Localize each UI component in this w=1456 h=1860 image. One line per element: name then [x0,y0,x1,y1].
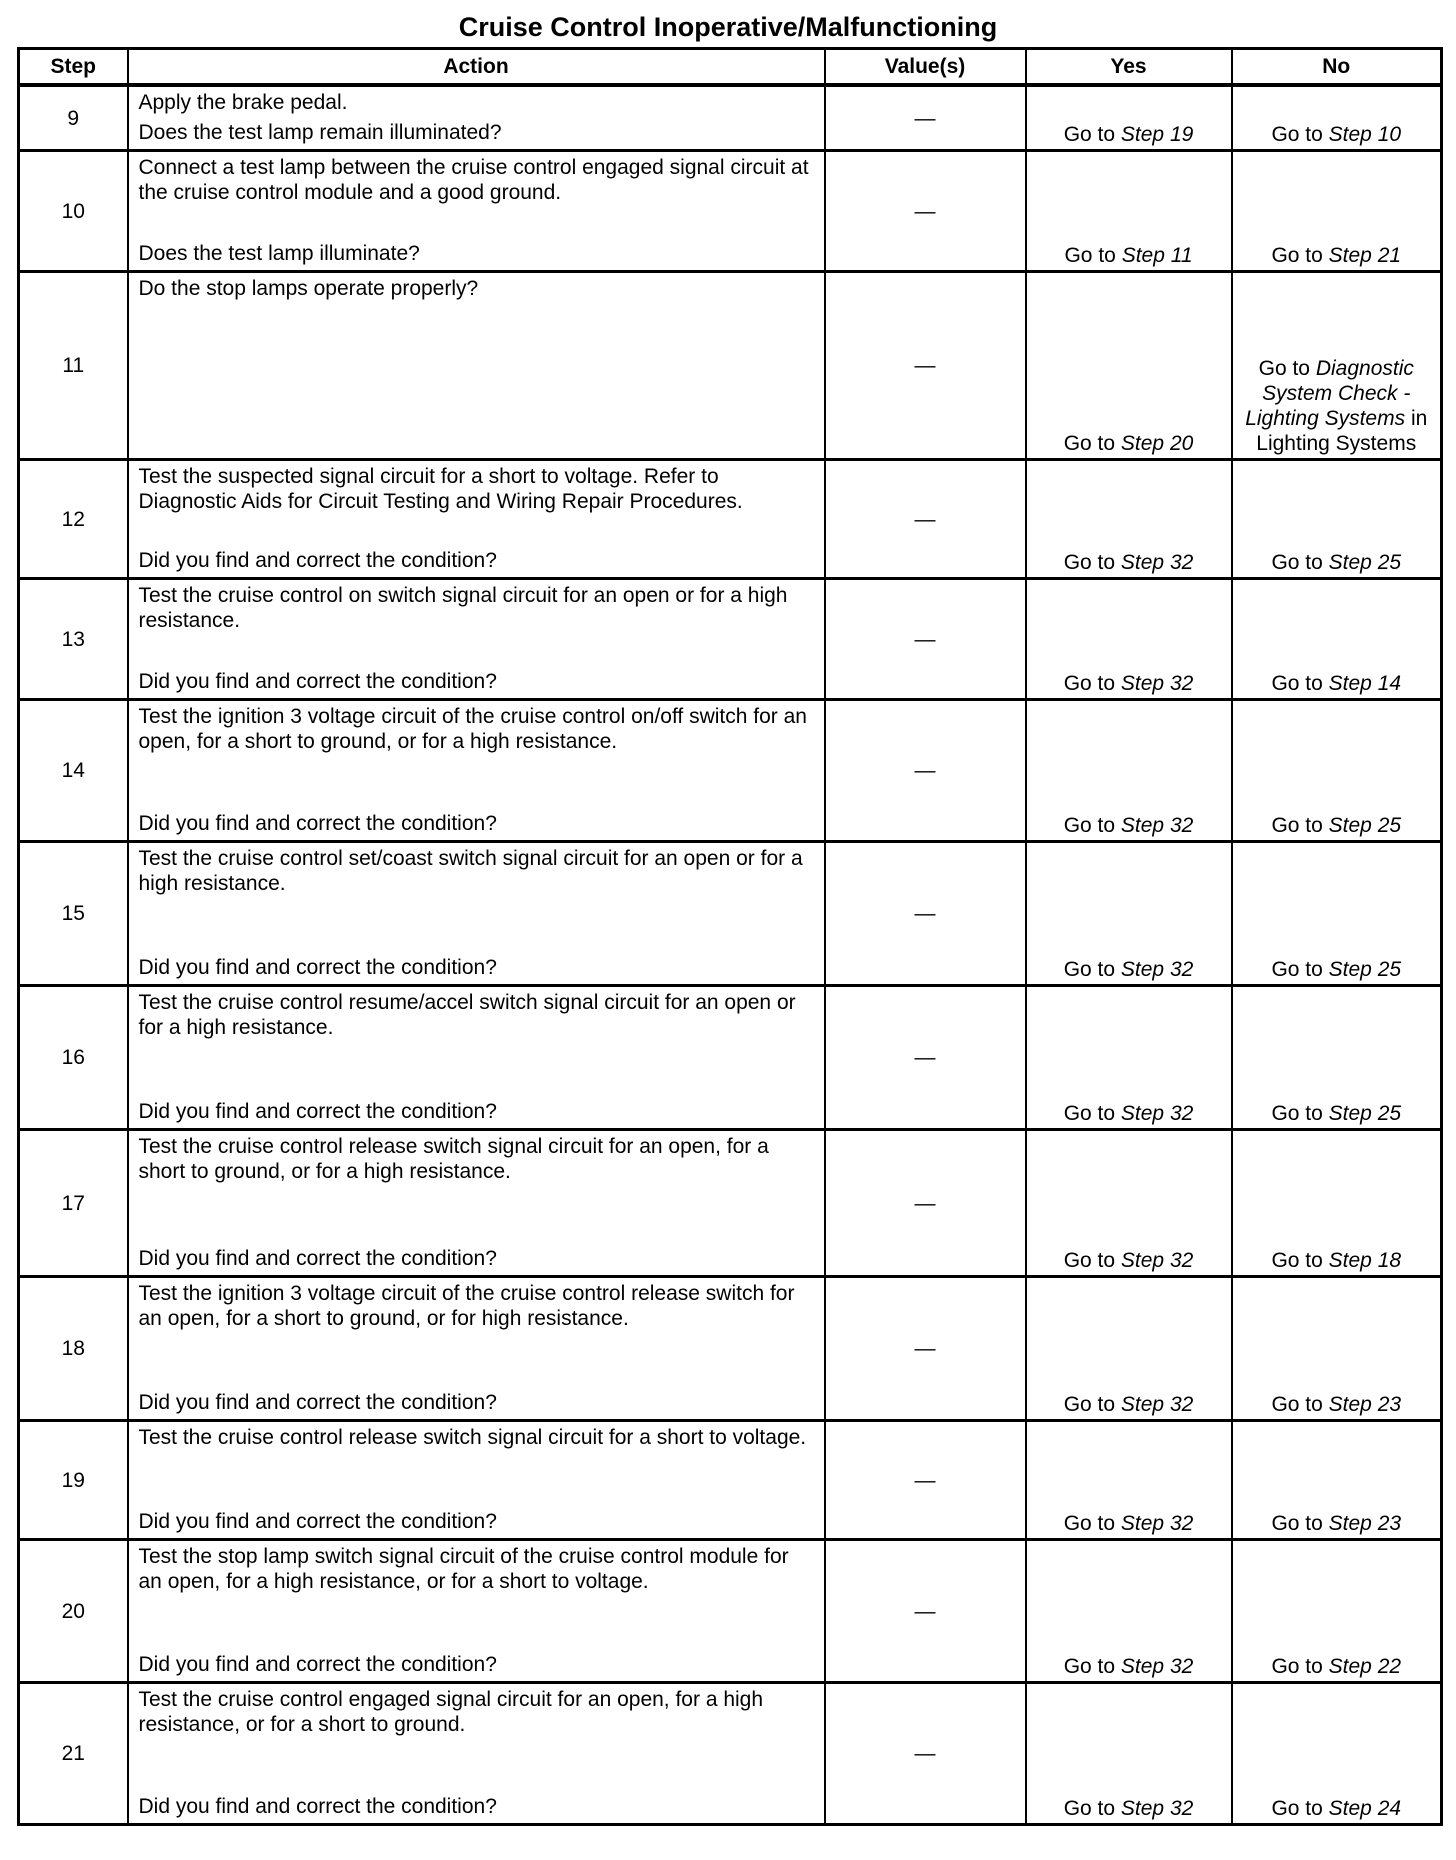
yes-cell [1026,272,1232,460]
no-prefix: Go to [1258,357,1310,380]
header-action: Action [128,49,825,86]
action-instructions [139,1687,816,1737]
no-suffix: in [1410,407,1428,430]
action-instructions [139,704,816,754]
no-cell [1232,1130,1442,1277]
no-step-link[interactable]: Step 25 [1328,814,1402,837]
action-text: Connect a test lamp between the cruise control engaged signal circuit at the cruise control module and a good ground. [138,156,809,204]
table-row [19,85,1442,151]
action-content [139,1687,816,1819]
yes-prefix: Go to [1063,1512,1116,1535]
value-cell: — [825,151,1026,272]
value-cell: — [825,700,1026,842]
no-step-link[interactable]: Step 25 [1328,958,1402,981]
action-instructions [139,1425,816,1450]
no-cell [1232,842,1442,986]
action-question: Did you find and correct the condition? [138,1247,497,1270]
yes-cell [1026,460,1232,579]
yes-cell [1026,1277,1232,1421]
action-cell [128,1540,825,1683]
action-cell [128,842,825,986]
step-number: 9 [19,85,128,151]
action-question: Did you find and correct the condition? [138,670,497,693]
value-cell: — [825,842,1026,986]
action-content [139,1281,816,1415]
action-cell [128,986,825,1130]
action-cell [128,272,825,460]
yes-cell [1026,85,1232,151]
yes-prefix: Go to [1063,123,1116,146]
action-text: Do the stop lamps operate properly? [138,277,479,300]
no-prefix: Go to [1271,1655,1323,1678]
action-question: Does the test lamp illuminate? [138,242,420,265]
action-text: Test the cruise control release switch signal circuit for an open, for a short to ground, or for a high resistance. [138,1135,769,1183]
no-suffix-text: Lighting Systems [1256,432,1417,455]
header-no: No [1232,49,1442,86]
no-step-link[interactable]: Step 23 [1328,1512,1402,1535]
action-content [139,464,816,573]
yes-step-link[interactable]: Step 32 [1120,1797,1194,1820]
yes-prefix: Go to [1063,672,1116,695]
header-yes: Yes [1026,49,1232,86]
step-number: 13 [19,579,128,700]
yes-cell [1026,151,1232,272]
value-cell: — [825,85,1026,151]
yes-prefix: Go to [1063,1393,1116,1416]
yes-step-link[interactable]: Step 32 [1120,1512,1194,1535]
yes-step-link[interactable]: Step 11 [1121,244,1193,267]
no-step-link[interactable]: Step 10 [1328,123,1402,146]
action-text: Test the stop lamp switch signal circuit of the cruise control module for an open, for a high resistance, or for a short to voltage. [138,1545,789,1593]
action-cell [128,85,825,151]
action-instructions [139,1544,816,1594]
action-question: Did you find and correct the condition? [138,1653,497,1676]
no-cell [1232,151,1442,272]
no-cell [1232,579,1442,700]
yes-step-link[interactable]: Step 32 [1120,551,1194,574]
yes-step-link[interactable]: Step 32 [1120,958,1194,981]
table-row [19,460,1442,579]
action-instructions [139,1281,816,1331]
yes-prefix: Go to [1063,1102,1116,1125]
action-instructions [139,583,816,633]
no-step-link[interactable]: Step 22 [1328,1655,1402,1678]
action-cell [128,151,825,272]
no-cell [1232,272,1442,460]
yes-cell [1026,1683,1232,1825]
yes-prefix: Go to [1063,814,1116,837]
diagnostic-table [17,47,1443,1826]
no-step-link[interactable]: Step 25 [1328,1102,1402,1125]
yes-prefix: Go to [1063,1655,1116,1678]
action-content [139,990,816,1124]
action-cell [128,460,825,579]
action-question: Did you find and correct the condition? [138,956,497,979]
no-cell [1232,700,1442,842]
action-cell [128,1277,825,1421]
no-prefix: Go to [1271,123,1323,146]
action-question: Does the test lamp remain illuminated? [138,121,502,144]
no-step-link[interactable]: Step 24 [1328,1797,1402,1820]
table-row [19,986,1442,1130]
action-text: Test the cruise control resume/accel switch signal circuit for an open or for a high resistance. [138,991,796,1039]
step-number: 20 [19,1540,128,1683]
value-cell: — [825,460,1026,579]
table-row [19,579,1442,700]
action-text: Test the ignition 3 voltage circuit of the cruise control release switch for an open, for a short to ground, or for high resistance. [138,1282,795,1330]
action-question: Did you find and correct the condition? [138,549,497,572]
step-number: 11 [19,272,128,460]
no-prefix: Go to [1271,672,1323,695]
action-cell [128,579,825,700]
no-step-link[interactable]: Diagnostic System Check - Lighting Systems [1245,357,1414,430]
step-number: 18 [19,1277,128,1421]
action-content [139,1425,816,1534]
no-step-link[interactable]: Step 14 [1328,672,1402,695]
yes-prefix: Go to [1063,551,1116,574]
page-title: Cruise Control Inoperative/Malfunctioning [458,12,998,42]
action-content [139,846,816,980]
action-question: Did you find and correct the condition? [138,1100,497,1123]
action-instructions [139,276,816,301]
table-row [19,272,1442,460]
no-step-link[interactable]: Step 21 [1328,244,1402,267]
action-text: Test the ignition 3 voltage circuit of the cruise control on/off switch for an open, for a short to ground, or for a high resistance. [138,705,807,753]
table-row [19,151,1442,272]
header-row [19,49,1442,86]
no-prefix: Go to [1271,244,1323,267]
yes-step-link[interactable]: Step 32 [1120,672,1194,695]
yes-step-link[interactable]: Step 20 [1120,432,1194,455]
value-cell: — [825,986,1026,1130]
value-cell: — [825,1421,1026,1540]
no-prefix: Go to [1271,1797,1323,1820]
no-step-link[interactable]: Step 23 [1328,1393,1402,1416]
yes-step-link[interactable]: Step 32 [1120,1102,1194,1125]
no-cell [1232,85,1442,151]
step-number: 21 [19,1683,128,1825]
action-cell [128,700,825,842]
action-text: Apply the brake pedal. [138,91,348,114]
header-step: Step [19,49,128,86]
yes-prefix: Go to [1063,1249,1116,1272]
action-text: Test the cruise control release switch signal circuit for a short to voltage. [138,1426,807,1449]
no-cell [1232,1277,1442,1421]
action-content [139,90,816,145]
action-content [139,704,816,836]
action-text: Test the cruise control on switch signal circuit for an open or for a high resistance. [138,584,788,632]
step-number: 10 [19,151,128,272]
no-cell [1232,1421,1442,1540]
table-row [19,842,1442,986]
yes-cell [1026,1421,1232,1540]
yes-step-link[interactable]: Step 32 [1120,814,1194,837]
action-cell [128,1683,825,1825]
yes-cell [1026,1130,1232,1277]
table-row [19,1540,1442,1683]
no-prefix: Go to [1271,1102,1323,1125]
no-prefix: Go to [1271,1249,1323,1272]
action-content [139,155,816,266]
value-cell: — [825,1130,1026,1277]
action-instructions [139,464,816,514]
action-content [139,276,816,454]
step-number: 12 [19,460,128,579]
table-row [19,1421,1442,1540]
yes-cell [1026,842,1232,986]
step-number: 17 [19,1130,128,1277]
action-text: Test the cruise control engaged signal circuit for an open, for a high resistance, or for a short to ground. [138,1688,764,1736]
no-cell [1232,986,1442,1130]
no-cell [1232,1683,1442,1825]
yes-prefix: Go to [1063,432,1116,455]
action-content [139,583,816,694]
step-number: 19 [19,1421,128,1540]
no-prefix: Go to [1271,958,1323,981]
no-prefix: Go to [1271,1512,1323,1535]
action-question: Did you find and correct the condition? [138,1391,497,1414]
table-row [19,1277,1442,1421]
no-prefix: Go to [1271,814,1323,837]
action-question: Did you find and correct the condition? [138,812,497,835]
no-prefix: Go to [1271,551,1323,574]
action-cell [128,1130,825,1277]
step-number: 16 [19,986,128,1130]
yes-cell [1026,700,1232,842]
yes-prefix: Go to [1063,1797,1116,1820]
yes-cell [1026,1540,1232,1683]
no-prefix: Go to [1271,1393,1323,1416]
action-instructions [139,990,816,1040]
table-row [19,1130,1442,1277]
action-instructions [139,155,816,205]
action-question: Did you find and correct the condition? [138,1795,497,1818]
action-content [139,1134,816,1271]
step-number: 15 [19,842,128,986]
no-cell [1232,1540,1442,1683]
no-step-link[interactable]: Step 25 [1328,551,1402,574]
value-cell: — [825,1277,1026,1421]
action-cell [128,1421,825,1540]
yes-cell [1026,579,1232,700]
action-instructions [139,846,816,896]
yes-prefix: Go to [1064,244,1116,267]
value-cell: — [825,1683,1026,1825]
action-question: Did you find and correct the condition? [138,1510,497,1533]
value-cell: — [825,272,1026,460]
action-instructions [139,1134,816,1184]
value-cell: — [825,1540,1026,1683]
action-content [139,1544,816,1677]
yes-step-link[interactable]: Step 32 [1120,1249,1194,1272]
action-instructions [139,90,816,115]
step-number: 14 [19,700,128,842]
no-cell [1232,460,1442,579]
table-row [19,700,1442,842]
action-text: Test the suspected signal circuit for a short to voltage. Refer to Diagnostic Aids for Circuit Testing and Wiring Repair Procedures. [138,465,743,513]
yes-step-link[interactable]: Step 19 [1120,123,1194,146]
no-step-link[interactable]: Step 18 [1328,1249,1402,1272]
table-row [19,1683,1442,1825]
value-cell: — [825,579,1026,700]
yes-prefix: Go to [1063,958,1116,981]
action-text: Test the cruise control set/coast switch signal circuit for an open or for a high resistance. [138,847,803,895]
yes-cell [1026,986,1232,1130]
yes-step-link[interactable]: Step 32 [1120,1655,1194,1678]
header-values: Value(s) [825,49,1026,86]
yes-step-link[interactable]: Step 32 [1120,1393,1194,1416]
